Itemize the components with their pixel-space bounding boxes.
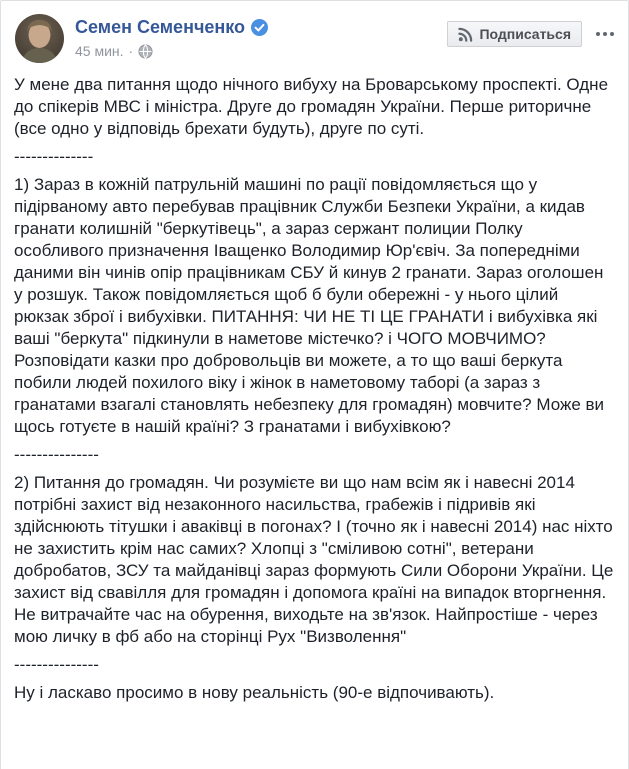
dot-icon <box>603 32 607 36</box>
globe-icon <box>138 44 153 59</box>
post-paragraph: 1) Зараз в кожній патрульній машині по рації повідомляється що у підірваному авто перебував працівник Служби Безпеки України, а кидав гранати колишній "беркутівець", а зараз сержант полиции Полку особливого призначення Іващенко Володимир Юр'євіч. За попередніми даними він чинів опір працівникам СБУ й кинув 2 гранати. Зараз оголошен у розшук. Також повідомляється щоб б були обережні - у нього цілий рюкзак зброї і вибухівки. ПИТАННЯ: ЧИ НЕ ТІ ЦЕ ГРАНАТИ і вибухівка які ваші "беркута" підкинули в наметове містечко? і ЧОГО МОВЧИМО? Розповідати казки про добровольців ви можете, а то що ваші беркута побили людей похилого віку і жінок в наметовому таборі (а зараз з гранатами взагалі становлять небезпеку для громадян) мовчите? Може ви щось готуєте в нашій країні? З гранатами і вибухівкою? <box>14 175 605 436</box>
more-options-button[interactable] <box>594 28 616 40</box>
post-body <box>1 71 628 714</box>
post-separator: -------------- <box>14 147 94 166</box>
header-actions <box>447 14 616 47</box>
post-paragraph: У мене два питання щодо нічного вибуху на Броварському проспекті. Одне до спікерів МВС і міністра. Друге до громадян України. Перше риторичне (все одно у відповідь брехати будуть), друге по суті. <box>14 75 609 138</box>
rss-follow-icon <box>458 27 473 42</box>
post-header <box>1 1 628 71</box>
avatar-photo-placeholder <box>15 14 64 63</box>
dot-icon <box>610 32 614 36</box>
author-name[interactable]: Семен Семенченко <box>75 17 246 37</box>
follow-button[interactable] <box>447 21 582 47</box>
verified-badge-icon <box>251 19 268 36</box>
meta-separator: · <box>128 42 134 59</box>
post-meta <box>75 43 268 59</box>
post-paragraph: 2) Питання до громадян. Чи розумієте ви що нам всім як і навесні 2014 потрібні захист від незаконного насильства, грабежів і підривів які здійснюють тітушки і аваківці в погонах? І (точно як і навесні 2014) нас ніхто не захистить крім нас самих? Хлопці з "сміливою сотні", ветерани добробатов, ЗСУ та майданівці зараз формують Сили Оборони України. Це захист від свавілля для громадян і допомога країні на випадок вторгнення. Не витрачайте час на обурення, виходьте на зв'язок. Найпростіше - через мою личку в фб або на сторінці Рух "Визволення" <box>14 473 614 646</box>
post-paragraph: Ну і ласкаво просимо в нову реальність (90-е відпочивають). <box>14 683 495 702</box>
follow-button-label: Подписаться <box>479 26 571 42</box>
dot-icon <box>596 32 600 36</box>
post-separator: --------------- <box>14 445 99 464</box>
header-text <box>75 14 268 59</box>
avatar[interactable] <box>15 14 64 63</box>
timestamp[interactable]: 45 мин. <box>75 42 124 59</box>
post-separator: --------------- <box>14 655 99 674</box>
